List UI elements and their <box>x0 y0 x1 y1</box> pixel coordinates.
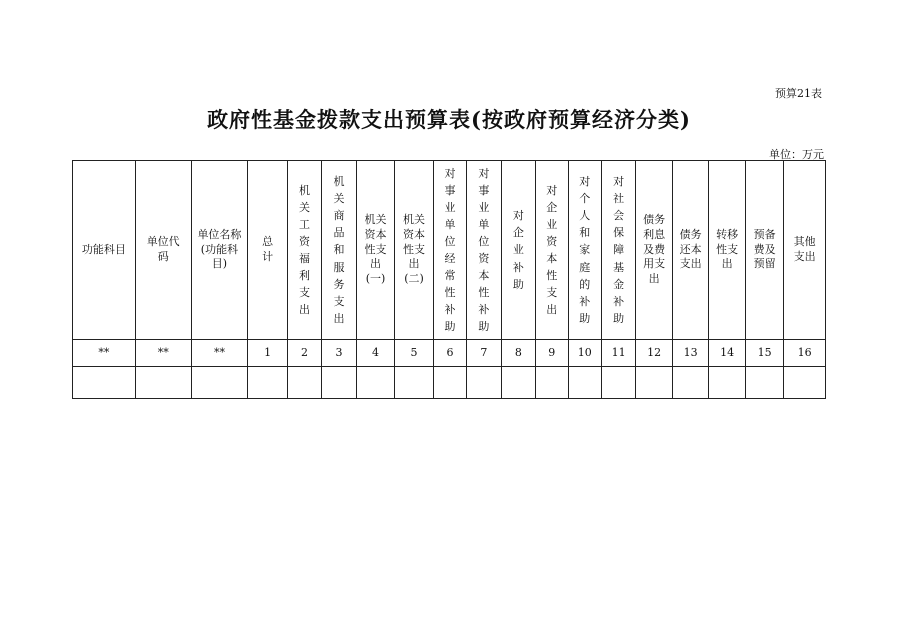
header-label: 对事业单位资本性补助 <box>478 166 490 334</box>
index-cell: 3 <box>322 340 356 367</box>
header-label: 债务 还本 支出 <box>679 227 702 271</box>
index-cell: 8 <box>501 340 535 367</box>
empty-cell <box>322 367 356 399</box>
header-label: 其他 支出 <box>793 235 816 263</box>
header-label: 总 计 <box>262 235 274 263</box>
column-index-row <box>73 340 826 367</box>
header-label: 机关商品和服务支出 <box>333 175 345 325</box>
form-number: 预算21表 <box>775 87 822 100</box>
empty-cell <box>135 367 191 399</box>
header-cell <box>536 161 568 340</box>
header-label: 转移 性支 出 <box>716 227 739 271</box>
header-cell <box>191 161 248 340</box>
header-cell <box>433 161 466 340</box>
index-cell: 12 <box>636 340 672 367</box>
empty-cell <box>395 367 434 399</box>
header-cell <box>709 161 745 340</box>
empty-cell <box>568 367 601 399</box>
header-label: 单位代 码 <box>146 235 180 263</box>
header-cell <box>248 161 288 340</box>
empty-cell <box>745 367 784 399</box>
page-title: 政府性基金拨款支出预算表(按政府预算经济分类) <box>207 107 691 132</box>
header-cell <box>745 161 784 340</box>
empty-cell <box>433 367 466 399</box>
index-cell: 4 <box>356 340 395 367</box>
header-label: 对事业单位经常性补助 <box>444 166 456 334</box>
empty-cell <box>501 367 535 399</box>
header-label: 机关 资本 性支 出 (二) <box>402 212 425 286</box>
empty-cell <box>73 367 136 399</box>
header-cell <box>568 161 601 340</box>
table-header-row <box>73 161 826 340</box>
header-cell <box>467 161 501 340</box>
header-label: 对企业补助 <box>512 209 524 291</box>
empty-cell <box>191 367 248 399</box>
index-cell: 10 <box>568 340 601 367</box>
header-label: 债务 利息 及费 用支 出 <box>643 212 666 286</box>
empty-cell <box>287 367 321 399</box>
header-cell <box>73 161 136 340</box>
index-cell: 9 <box>536 340 568 367</box>
header-cell <box>135 161 191 340</box>
index-cell: 13 <box>672 340 708 367</box>
header-cell <box>672 161 708 340</box>
empty-cell <box>672 367 708 399</box>
header-label: 对个人和家庭的补助 <box>579 175 591 325</box>
header-label: 功能科目 <box>81 242 126 256</box>
index-cell: 1 <box>248 340 288 367</box>
header-label: 对社会保障基金补助 <box>613 175 625 325</box>
empty-cell <box>636 367 672 399</box>
header-label: 单位名称 (功能科 目) <box>197 227 242 271</box>
header-cell <box>356 161 395 340</box>
header-label: 对企业资本性支出 <box>546 183 558 317</box>
empty-cell <box>467 367 501 399</box>
index-cell: 7 <box>467 340 501 367</box>
header-cell <box>601 161 635 340</box>
header-label: 机关 资本 性支 出 (一) <box>364 212 387 286</box>
header-cell <box>322 161 356 340</box>
index-cell: ** <box>191 340 248 367</box>
unit-label: 单位：万元 <box>769 148 824 161</box>
header-label: 预备 费及 预留 <box>753 227 776 271</box>
index-cell: 5 <box>395 340 434 367</box>
empty-cell <box>784 367 826 399</box>
header-cell <box>636 161 672 340</box>
header-cell <box>287 161 321 340</box>
index-cell: ** <box>135 340 191 367</box>
index-cell: 15 <box>745 340 784 367</box>
empty-cell <box>356 367 395 399</box>
budget-table <box>72 160 826 399</box>
header-cell <box>501 161 535 340</box>
index-cell: 14 <box>709 340 745 367</box>
index-cell: 11 <box>601 340 635 367</box>
header-label: 机关工资福利支出 <box>299 183 311 317</box>
header-cell <box>784 161 826 340</box>
empty-cell <box>709 367 745 399</box>
index-cell: 6 <box>433 340 466 367</box>
index-cell: ** <box>73 340 136 367</box>
header-cell <box>395 161 434 340</box>
empty-cell <box>248 367 288 399</box>
empty-data-row <box>73 367 826 399</box>
index-cell: 16 <box>784 340 826 367</box>
index-cell: 2 <box>287 340 321 367</box>
empty-cell <box>536 367 568 399</box>
empty-cell <box>601 367 635 399</box>
